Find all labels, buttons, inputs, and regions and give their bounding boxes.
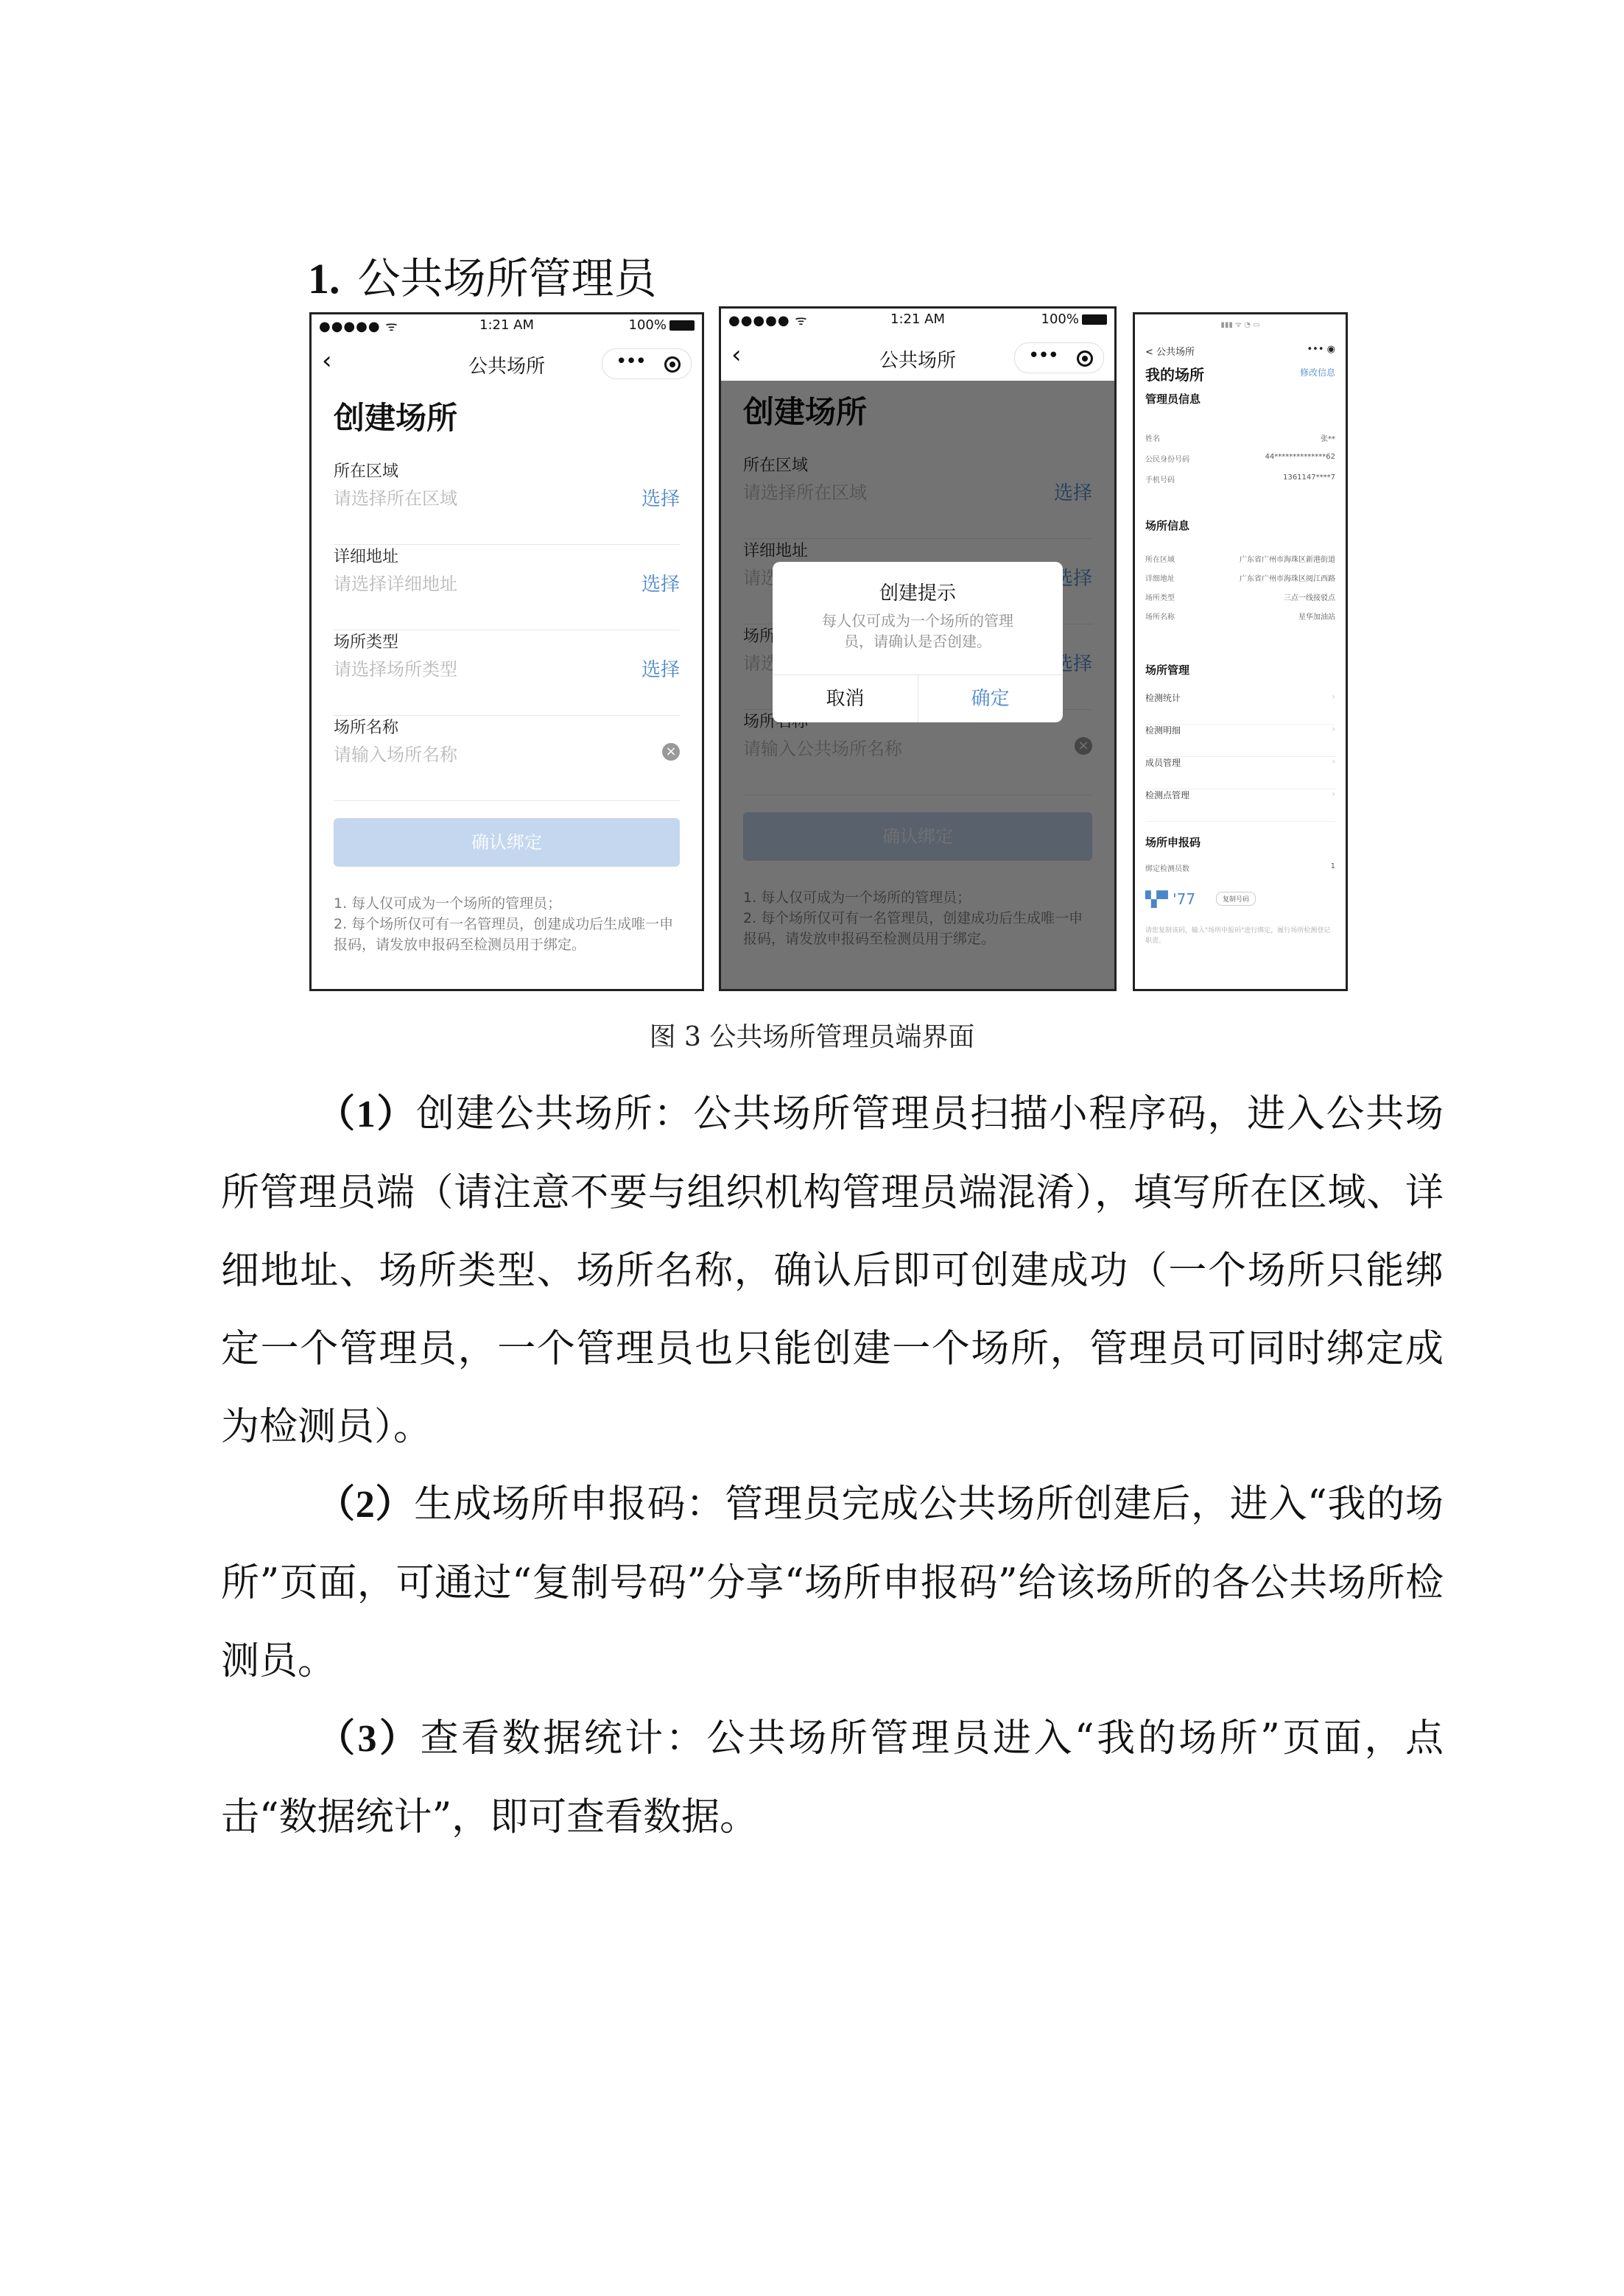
- confirm-bind-button[interactable]: 确认绑定: [334, 818, 680, 867]
- phone-create-venue: [309, 312, 704, 991]
- venue-name-input[interactable]: 请输入场所名称: [334, 744, 457, 765]
- nav-title: 公共场所: [468, 356, 545, 378]
- close-target-icon[interactable]: [664, 356, 681, 373]
- status-bar: ▮▮▮ ᯤ ◔ ▭: [1220, 321, 1260, 329]
- field-label: 场所名称: [334, 719, 399, 737]
- field-label: 场所类型: [334, 633, 399, 652]
- dialog-title: 创建提示: [879, 582, 956, 605]
- paragraph-number: （2）: [317, 1484, 415, 1526]
- section-title: 公共场所管理员: [357, 253, 657, 303]
- select-button[interactable]: 选择: [641, 574, 680, 596]
- status-bar: [721, 309, 1114, 332]
- field-label: 所在区域: [334, 462, 399, 481]
- venue-code: ▚▀ '77: [1145, 890, 1196, 908]
- chevron-right-icon: ›: [1332, 756, 1335, 767]
- signal-icon: ●●●●● ᯤ: [728, 313, 808, 328]
- paragraph-text: 查看数据统计：公共场所管理员进入“我的场所”页面，点击“数据统计”，即可查看数据。: [221, 1716, 1444, 1839]
- chevron-right-icon: ›: [1332, 691, 1335, 702]
- select-button[interactable]: 选择: [641, 659, 680, 681]
- info-row: 手机号码 1361147****7: [1145, 473, 1335, 485]
- tip-text: 请您复制该码，输入"场所申报码"进行绑定，履行场所检测登记职责。: [1145, 927, 1331, 945]
- mini-program-capsule[interactable]: ••• ◉: [1307, 344, 1335, 355]
- field-region[interactable]: [334, 459, 680, 545]
- paragraph-3: [221, 1700, 1444, 1856]
- info-row: 所在区域 广东省广州市海珠区新港街道: [1145, 556, 1335, 564]
- info-row: 姓名 张**: [1145, 435, 1335, 443]
- admin-section-title: 管理员信息: [1145, 392, 1201, 406]
- paragraph-number: （3）: [317, 1718, 421, 1760]
- info-row: 场所名称 星华加油站: [1145, 613, 1335, 621]
- section-heading: [308, 249, 657, 309]
- status-time: 1:21 AM: [890, 311, 945, 327]
- edit-info-link[interactable]: 修改信息: [1299, 367, 1335, 378]
- clear-icon[interactable]: ×: [662, 743, 680, 761]
- field-address[interactable]: [334, 544, 680, 630]
- field-venue-name[interactable]: [334, 715, 680, 801]
- paragraph-2: [221, 1465, 1444, 1700]
- signal-icon: ●●●●● ᯤ: [319, 319, 398, 334]
- notes: [334, 893, 680, 955]
- info-row: 场所类型 三点一线接驳点: [1145, 594, 1335, 602]
- dialog-message: 每人仅可成为一个场所的管理员，请确认是否创建。: [822, 612, 1013, 650]
- field-placeholder[interactable]: 请选择所在区域: [334, 488, 457, 509]
- cancel-button[interactable]: 取消: [773, 675, 918, 722]
- menu-item-details[interactable]: 检测明细 ›: [1145, 724, 1335, 757]
- field-venue-type[interactable]: [334, 630, 680, 716]
- nav-title: 公共场所: [879, 350, 956, 372]
- info-row: 详细地址 广东省广州市海珠区阅江西路: [1145, 575, 1335, 583]
- paragraph-text: 创建公共场所：公共场所管理员扫描小程序码，进入公共场所管理员端（请注意不要与组织机构管理员端混淆），填写所在区域、详细地址、场所类型、场所名称，确认后即可创建成功（一个场所只能绑定一个管理员，一个管理员也只能创建一个场所，管理员可同时绑定成为检测员）。: [221, 1092, 1444, 1449]
- venue-section-title: 场所信息: [1145, 519, 1190, 532]
- nav-bar: [312, 338, 702, 387]
- info-row: 绑定检测员数 1: [1145, 862, 1335, 873]
- code-section-title: 场所申报码: [1145, 836, 1201, 849]
- create-confirm-dialog: [773, 562, 1063, 722]
- select-button[interactable]: 选择: [641, 488, 680, 510]
- dialog-buttons: [773, 675, 1063, 722]
- note-line: 2. 每个场所仅可有一名管理员，创建成功后生成唯一申报码，请发放申报码至检测员用于绑定。: [334, 916, 674, 953]
- battery-indicator: 100%: [629, 317, 695, 333]
- chevron-right-icon: ›: [1332, 724, 1335, 734]
- page-title: 创建场所: [334, 400, 458, 436]
- field-placeholder[interactable]: 请选择详细地址: [334, 574, 457, 594]
- battery-indicator: 100%: [1041, 311, 1107, 327]
- phone-create-dialog: [719, 306, 1117, 991]
- field-label: 详细地址: [334, 548, 399, 566]
- close-target-icon[interactable]: [1077, 351, 1093, 367]
- more-icon[interactable]: •••: [616, 351, 646, 373]
- section-number: 1.: [308, 255, 340, 303]
- info-row: 公民身份号码 44**************62: [1145, 453, 1335, 464]
- menu-item-members[interactable]: 成员管理 ›: [1145, 756, 1335, 789]
- manage-section-title: 场所管理: [1145, 663, 1190, 677]
- field-placeholder[interactable]: 请选择场所类型: [334, 659, 457, 680]
- note-line: 1. 每人仅可成为一个场所的管理员；: [334, 895, 562, 912]
- paragraph-number: （1）: [317, 1094, 417, 1135]
- page-title: 我的场所: [1145, 366, 1204, 384]
- more-icon[interactable]: •••: [1028, 345, 1058, 367]
- status-bar: [312, 314, 702, 338]
- menu-item-test-points[interactable]: 检测点管理 ›: [1145, 789, 1335, 822]
- mini-program-capsule[interactable]: [1014, 342, 1104, 373]
- battery-icon: [1082, 314, 1107, 325]
- ok-button[interactable]: 确定: [971, 688, 1010, 710]
- back-chevron-icon[interactable]: ‹: [731, 340, 742, 370]
- figure-caption: 图 3 公共场所管理员端界面: [649, 1022, 975, 1052]
- battery-icon: [669, 320, 695, 331]
- back-chevron-icon[interactable]: ‹: [322, 346, 332, 376]
- copy-code-button[interactable]: 复制号码: [1216, 892, 1256, 906]
- mini-program-capsule[interactable]: [602, 348, 692, 379]
- phone-my-venue: [1133, 312, 1348, 991]
- menu-item-stats[interactable]: 检测统计 ›: [1145, 691, 1335, 725]
- status-time: 1:21 AM: [479, 317, 534, 333]
- paragraph-text: 生成场所申报码：管理员完成公共场所创建后，进入“我的场所”页面，可通过“复制号码”分享“场所申报码”给该场所的各公共场所检测员。: [221, 1482, 1444, 1683]
- back-link[interactable]: < 公共场所: [1145, 347, 1195, 358]
- nav-bar: [721, 332, 1114, 381]
- code-mark-icon: ▚▀: [1145, 890, 1168, 908]
- chevron-right-icon: ›: [1332, 789, 1335, 799]
- paragraph-1: [221, 1075, 1444, 1466]
